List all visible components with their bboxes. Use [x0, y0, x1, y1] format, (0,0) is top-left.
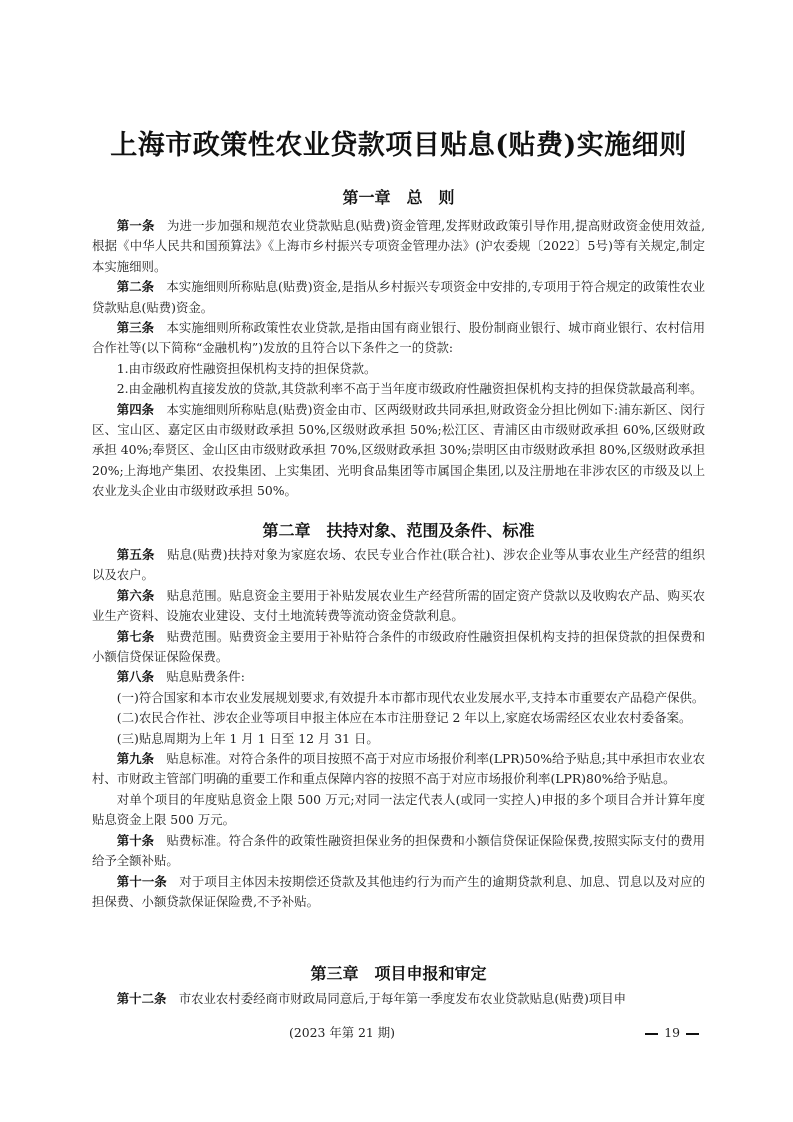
article-12 — [92, 989, 705, 1009]
article-10 — [92, 831, 705, 872]
article-label: 第六条 — [116, 587, 155, 603]
article-label: 第十一条 — [116, 873, 167, 889]
article-9-cap — [92, 790, 705, 831]
article-text: 对于项目主体因未按期偿还贷款及其他违约行为而产生的逾期贷款利息、加息、罚息以及对应的担保费、小额贷款保证保险费,不予补贴。 — [92, 873, 706, 909]
chapter-3-body — [92, 989, 705, 1009]
article-3-item-1 — [92, 359, 705, 379]
article-text: 贴费标准。符合条件的政策性融资担保业务的担保费和小额信贷保证保险保费,按照实际支付的费用给予全额补贴。 — [92, 832, 705, 869]
article-text: 本实施细则所称贴息(贴费)资金由市、区两级财政共同承担,财政资金分担比例如下:浦东新区、闵行区、宝山区、嘉定区由市级财政承担 50%,区级财政承担 50%;松江区、青浦区由市级财政承担 60%,区级财政承担 40%;奉贤区、金山区由市级财政承担 70%,区级财政承担 30%;崇明区由市级财政承担 80%,区级财政承担 20%;上海地产集团、农投集团、上实集团、光明食品集团等市属国企集团,以及注册地在非涉农区的市级及以上农业龙头企业由市级财政承担 50%。 — [92, 401, 706, 499]
article-3-item-2 — [92, 379, 705, 399]
article-2 — [92, 277, 705, 318]
article-8-item-2 — [92, 708, 705, 728]
article-8-item-1 — [92, 688, 705, 708]
chapter-1-heading: 第一章 总 则 — [342, 188, 455, 207]
article-text: 本实施细则所称贴息(贴费)资金,是指从乡村振兴专项资金中安排的,专项用于符合规定的政策性农业贷款贴息(贴费)资金。 — [92, 279, 706, 315]
item-text: (三)贴息周期为上年 1 月 1 日至 12 月 31 日。 — [116, 730, 379, 746]
article-11 — [92, 872, 705, 913]
article-7 — [92, 627, 705, 668]
article-text: 贴息范围。贴息资金主要用于补贴发展农业生产经营所需的固定资产贷款以及收购农产品、购买农业生产资料、设施农业建设、支付土地流转费等流动资金贷款利息。 — [92, 587, 706, 624]
article-label: 第十二条 — [116, 991, 167, 1006]
item-text: 2.由金融机构直接发放的贷款,其贷款利率不高于当年度市级政府性融资担保机构支持的担保贷款最高利率。 — [116, 381, 703, 397]
chapter-2-heading: 第二章 扶持对象、范围及条件、标准 — [262, 521, 535, 540]
page-number: 19 — [664, 1025, 680, 1040]
dash-right — [686, 1033, 699, 1035]
article-5 — [92, 545, 705, 586]
article-text: 贴息标准。对符合条件的项目按照不高于对应市场报价利率(LPR)50%给予贴息;其中承担市农业农村、市财政主管部门明确的重要工作和重点保障内容的按照不高于对应市场报价利率(LPR)80%给予贴息。 — [92, 751, 706, 787]
chapter-3-heading: 第三章 项目申报和审定 — [310, 964, 487, 983]
article-text: 本实施细则所称政策性农业贷款,是指由国有商业银行、股份制商业银行、城市商业银行、农村信用合作社等(以下简称“金融机构”)发放的且符合以下条件之一的贷款: — [92, 320, 705, 356]
item-text: (一)符合国家和本市农业发展规划要求,有效提升本市都市现代农业发展水平,支持本市重要农产品稳产保供。 — [116, 689, 705, 705]
article-label: 第十条 — [116, 832, 155, 848]
article-1 — [92, 216, 705, 277]
article-6 — [92, 586, 705, 627]
article-text: 贴费范围。贴费资金主要用于补贴符合条件的市级政府性融资担保机构支持的担保贷款的担保费和小额信贷保证保险保费。 — [92, 628, 706, 665]
document-title: 上海市政策性农业贷款项目贴息(贴费)实施细则 — [110, 130, 687, 161]
article-label: 第四条 — [116, 401, 154, 417]
article-4 — [92, 400, 705, 502]
item-text: 1.由市级政府性融资担保机构支持的担保贷款。 — [116, 360, 377, 376]
article-text: 贴息贴费条件: — [166, 669, 245, 685]
article-label: 第八条 — [116, 669, 154, 685]
article-label: 第一条 — [116, 218, 155, 233]
article-label: 第三条 — [116, 320, 155, 336]
article-text: 市农业农村委经商市财政局同意后,于每年第一季度发布农业贷款贴息(贴费)项目申 — [178, 991, 627, 1006]
chapter-2-body — [92, 545, 705, 912]
article-8-item-3 — [92, 729, 705, 749]
item-text: (二)农民合作社、涉农企业等项目申报主体应在本市注册登记 2 年以上,家庭农场需经区农业农村委备案。 — [116, 710, 692, 726]
dash-left — [645, 1033, 658, 1035]
article-text: 为进一步加强和规范农业贷款贴息(贴费)资金管理,发挥财政政策引导作用,提高财政资金使用效益,根据《中华人民共和国预算法》《上海市乡村振兴专项资金管理办法》(沪农委规〔2022〕5号)等有关规定,制定本实施细则。 — [92, 218, 706, 274]
article-label: 第五条 — [116, 547, 155, 562]
issue-number: (2023 年第 21 期) — [289, 1025, 395, 1040]
article-label: 第二条 — [116, 279, 155, 295]
item-text: 对单个项目的年度贴息资金上限 500 万元;对同一法定代表人(或同一实控人)申报的多个项目合并计算年度贴息资金上限 500 万元。 — [92, 791, 705, 828]
article-label: 第七条 — [116, 628, 155, 644]
page-number-group — [639, 1024, 705, 1042]
article-text: 贴息(贴费)扶持对象为家庭农场、农民专业合作社(联合社)、涉农企业等从事农业生产经营的组织以及农户。 — [92, 547, 706, 583]
article-8 — [92, 667, 705, 687]
chapter-1-body — [92, 216, 705, 502]
article-9 — [92, 749, 705, 790]
article-label: 第九条 — [116, 751, 155, 767]
article-3 — [92, 318, 705, 359]
